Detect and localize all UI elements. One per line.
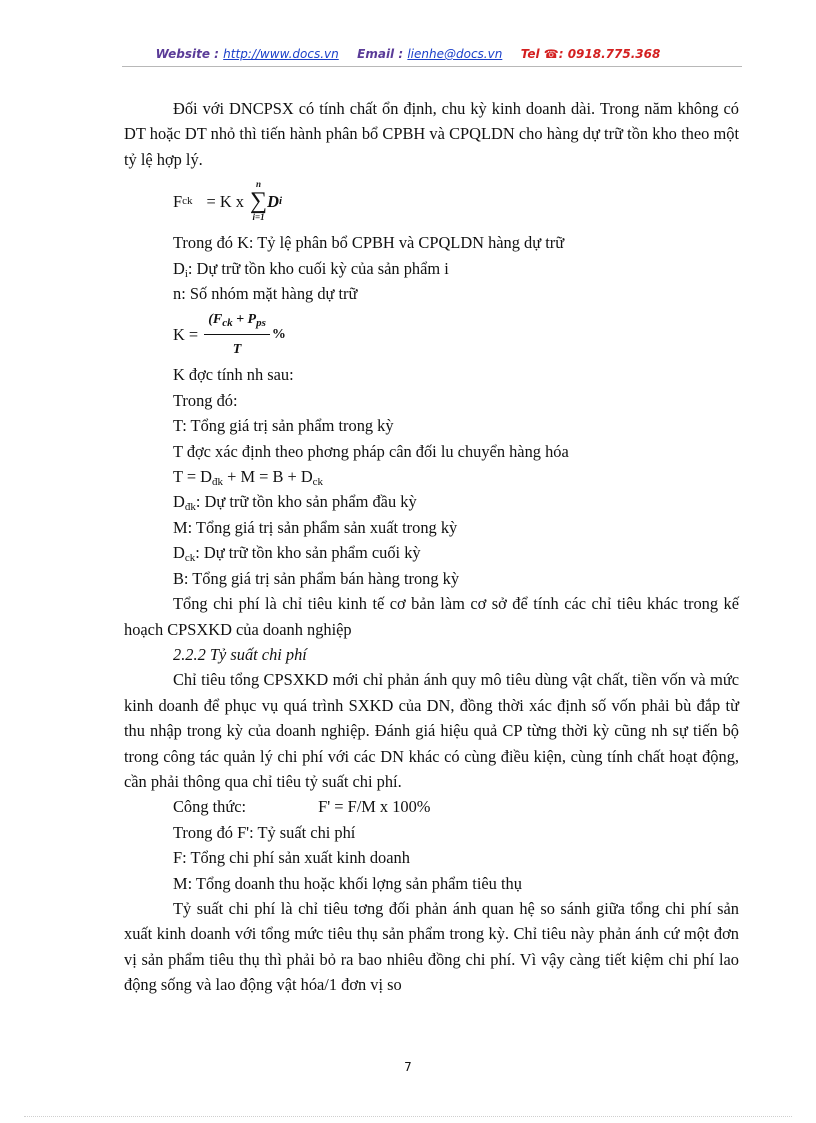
page-number: 7 — [404, 1060, 412, 1074]
tel-label: Tel — [520, 47, 540, 61]
website-label: Website : — [155, 47, 219, 61]
email-link[interactable]: lienhe@docs.vn — [407, 47, 503, 61]
formula-k-lhs: K = — [173, 324, 199, 344]
line-trong-do: Trong đó: — [173, 390, 238, 410]
formula-k — [124, 306, 739, 362]
line-formula: Công thức: F' = F/M x 100% — [173, 797, 431, 817]
formula-fck-rhs: = K x — [206, 191, 244, 211]
line-b-definition: B: Tổng giá trị sản phẩm bán hàng trong kỳ — [173, 568, 460, 588]
email-label: Email : — [357, 47, 404, 61]
page-header — [0, 47, 816, 61]
line-k-definition: Trong đó K: Tỷ lệ phân bổ CPBH và CPQLDN hàng dự trữ — [173, 233, 565, 253]
header-rule — [122, 66, 742, 67]
sum-upper: n — [256, 179, 262, 190]
sum-symbol: n ∑ i=1 — [250, 179, 268, 223]
paragraph-4: Tỷ suất chi phí là chỉ tiêu tơng đối phản ánh quan hệ so sánh giữa tổng chi phí sản xuất kinh doanh với tổng mức tiêu thụ sản phẩm trong kỳ. Chỉ tiêu này phản ánh cứ một đơn vị sản phẩm tiêu thụ thì phải bỏ ra bao nhiêu đồng chi phí. Vì vậy càng tiết kiệm chi phí lao động sống và lao động vật hóa/1 đơn vị so — [124, 898, 739, 995]
line-m: M: Tổng doanh thu hoặc khối lợng sản phẩm tiêu thụ — [173, 873, 522, 893]
phone-icon: ☎ — [543, 47, 559, 61]
paragraph-3: Chỉ tiêu tổng CPSXKD mới chỉ phản ánh quy mô tiêu dùng vật chất, tiền vốn và mức kinh doanh để phục vụ quá trình SXKD của DN, đồng thời xác định số vốn phải bù đắp từ thu nhập trong kỳ của doanh nghiệp. Đánh giá hiệu quả CP từng thời kỳ cũng nh sự tiến bộ trong công tác quản lý chi phí với các DN khác có cùng điều kiện, cùng tính chất hoạt động, cần phải thông qua chỉ tiêu tỷ suất chi phí. — [124, 670, 739, 791]
line-ddk-definition: $D_{đk}$: Dự trữ tồn kho sản phẩm đầu kỳ — [173, 492, 417, 514]
page-bottom-border — [24, 1116, 792, 1117]
website-link[interactable]: http://www.docs.vn — [223, 47, 339, 61]
paragraph-1: Đối với DNCPSX có tính chất ổn định, chu kỳ kinh doanh dài. Trong năm không có DT hoặc DT nhỏ thì tiến hành phân bổ CPBH và CPQLDN cho hàng dự trữ tồn kho theo một tỷ lệ hợp lý. — [124, 99, 739, 169]
formula-fck: F ck = K x n ∑ i=1 D i — [173, 179, 283, 223]
line-k-calc: K đợc tính nh sau: — [173, 365, 294, 385]
line-m-definition: M: Tổng giá trị sản phẩm sản xuất trong kỳ — [173, 517, 458, 537]
line-f: F: Tổng chi phí sản xuất kinh doanh — [173, 848, 410, 868]
line-f-prime: Trong đó F': Tỷ suất chi phí — [173, 822, 356, 842]
tel-value: : 0918.775.368 — [558, 47, 661, 61]
sum-term: D — [267, 191, 279, 211]
line-t-method: T đợc xác định theo phơng pháp cân đối lu chuyển hàng hóa — [173, 441, 569, 461]
section-heading: 2.2.2 Tỷ suất chi phí — [173, 644, 307, 664]
line-n-definition: n: Số nhóm mặt hàng dự trữ — [173, 284, 358, 304]
line-t-definition: T: Tổng giá trị sản phẩm trong kỳ — [173, 416, 394, 436]
sum-lower: i=1 — [252, 212, 265, 223]
formula-k-fraction: $\frac{(F_{ck} + P_{ps}}{T}$ — [204, 307, 270, 363]
line-t-equation: $T = D_{đk} + M = B + D_{ck}$ — [173, 467, 324, 489]
line-di-definition: $D_i$: Dự trữ tồn kho cuối kỳ của sản phẩm i — [173, 258, 449, 280]
formula-fck-symbol: F — [173, 191, 183, 211]
paragraph-2: Tổng chi phí là chỉ tiêu kinh tế cơ bản làm cơ sở để tính các chỉ tiêu khác trong kế hoạch CPSXKD của doanh nghiệp — [124, 594, 739, 639]
formula-k-percent: % — [271, 326, 286, 342]
line-dck-definition: $D_{ck}$: Dự trữ tồn kho sản phẩm cuối kỳ — [173, 543, 421, 565]
document-body — [124, 96, 739, 998]
